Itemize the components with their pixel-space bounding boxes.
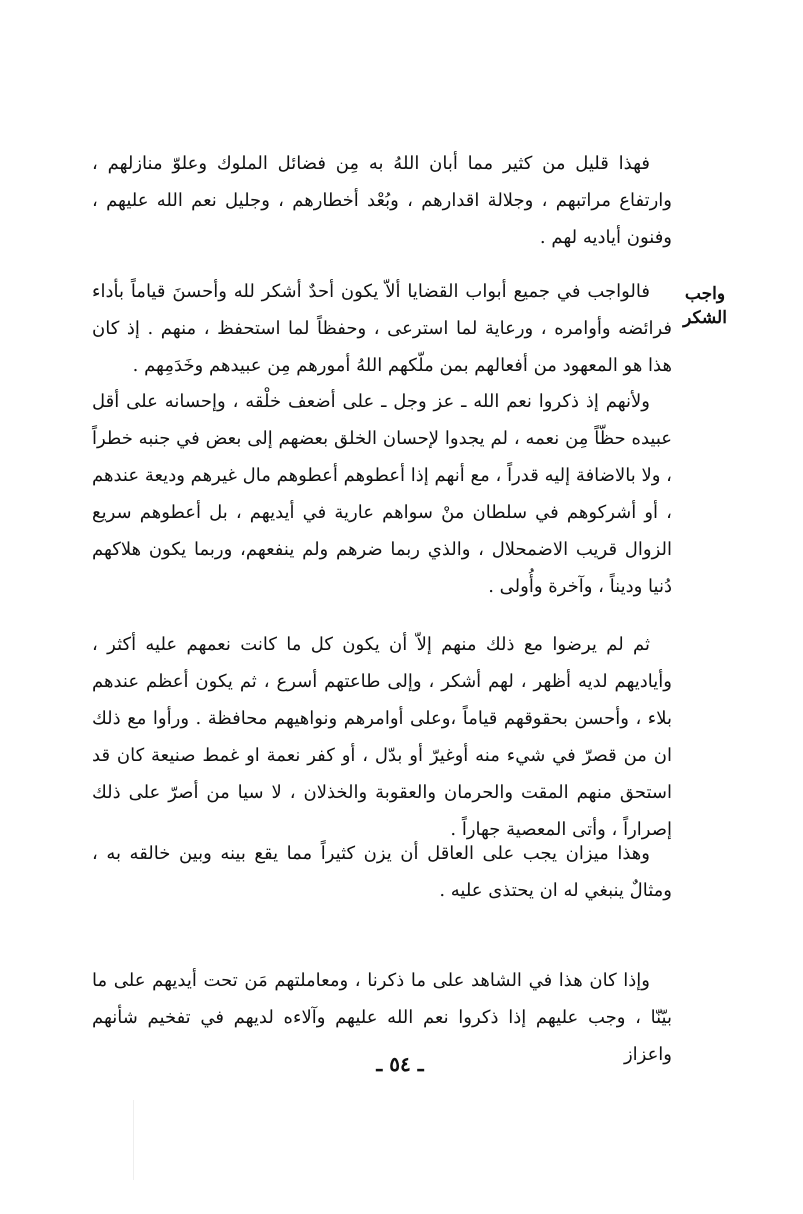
paragraph-2-text: فالواجب في جميع أبواب القضايا ألاّ يكون أحدٌ أشكر لله وأحسنَ قياماً بأداء فرائضه وأوامره ، ورعاية لما استرعى ، وحفظاً لما استحفظ ، منهم . إذ كان هذا هو المعهود من أفعالهم بمن ملّكهم اللهُ أمورهم مِن عبيدهم وخَدَمِهم . [92,281,672,376]
paragraph-6-text: وإذا كان هذا في الشاهد على ما ذكرنا ، ومعاملتهم مَن تحت أيديهم على ما بيّنّا ، وجب عليهم إذا ذكروا نعم الله عليهم وآلاءه لديهم في تفخيم شأنهم واعزاز [92,970,672,1065]
paragraph-3 [92,383,672,605]
scan-artifact-line [133,1100,134,1180]
paragraph-1-text: فهذا قليل من كثير مما أبان اللهُ به مِن فضائل الملوك وعلوّ منازلهم ، وارتفاع مراتبهم ، وجلالة اقدارهم ، وبُعْد أخطارهم ، وجليل نعم الله عليهم ، وفنون أياديه لهم . [92,153,672,248]
paragraph-4-text: ثم لم يرضوا مع ذلك منهم إلاّ أن يكون كل ما كانت نعمهم عليه أكثر ، وأياديهم لديه أظهر ، لهم أشكر ، وإلى طاعتهم أسرع ، ثم يكون أعظم عندهم بلاء ، وأحسن بحقوقهم قياماً ،وعلى أوامرهم ونواهيهم محافظة . ورأوا مع ذلك ان من قصرّ في شيء منه أوغيرّ أو بدّل ، أو كفر نعمة او غمط صنيعة كان قد استحق منهم المقت والحرمان والعقوبة والخذلان ، لا سيا من أصرّ على ذلك إصراراً ، وأتى المعصية جهاراً . [92,634,672,840]
margin-note-line1: واجب [684,284,726,304]
paragraph-5-text: وهذا ميزان يجب على العاقل أن يزن كثيراً مما يقع بينه وبين خالقه به ، ومثالٌ ينبغي له ان يحتذى عليه . [92,843,672,901]
margin-note [676,282,734,330]
paragraph-2 [92,273,672,384]
margin-note-line2: الشكر [683,308,727,328]
paragraph-4 [92,626,672,848]
paragraph-1 [92,145,672,256]
paragraph-3-text: ولأنهم إذ ذكروا نعم الله ـ عز وجل ـ على أضعف خلْقه ، وإحسانه على أقل عبيده حظّاً مِن نعمه ، لم يجدوا لإحسان الخلق بعضهم إلى بعض في جنبه خطراً ، ولا بالاضافة إليه قدراً ، مع أنهم إذا أعطوهم أعطوهم مال غيرهم وديعة عندهم ، أو أشركوهم في سلطان منْ سواهم عارية في أيديهم ، بل أعطوهم سريع الزوال قريب الاضمحلال ، والذي ربما ضرهم ولم ينفعهم، وربما يكون هلاكهم دُنيا وديناً ، وآخرة وأُولى . [92,391,672,597]
page-number: ـ ٥٤ ـ [376,1052,424,1076]
paragraph-5 [92,835,672,909]
